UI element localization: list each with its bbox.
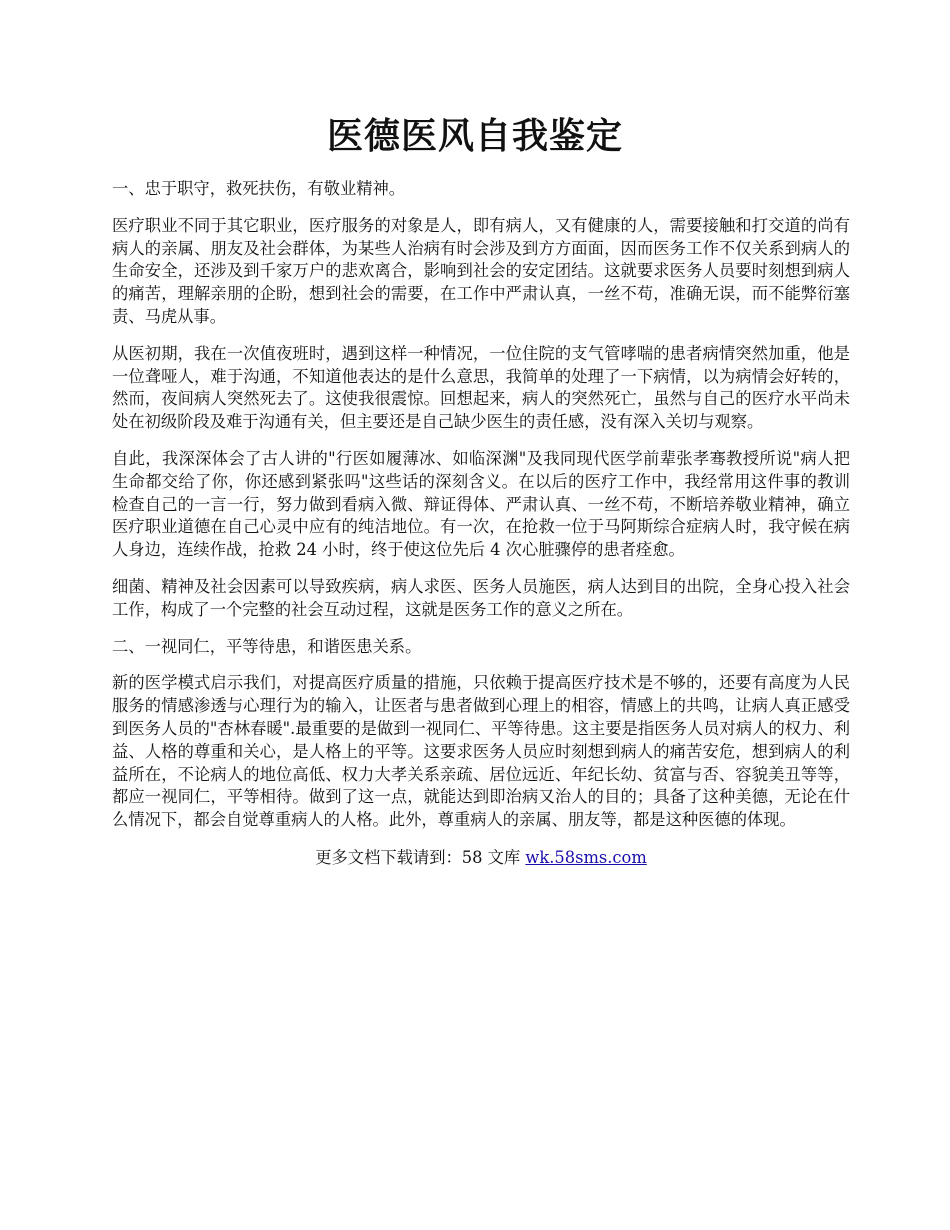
paragraph-5: 新的医学模式启示我们，对提高医疗质量的措施，只依赖于提高医疗技术是不够的，还要有高度为人民服务的情感渗透与心理行为的输入，让医者与患者做到心理上的相容，情感上的共鸣，让病人真正感受到医务人员的"杏林春暖".最重要的是做到一视同仁、平等待患。这主要是指医务人员对病人的权力、利益、人格的尊重和关心，是人格上的平等。这要求医务人员应时刻想到病人的痛苦安危，想到病人的利益所在，不论病人的地位高低、权力大孝关系亲疏、居位远近、年纪长幼、贫富与否、容貌美丑等等，都应一视同仁，平等相待。做到了这一点，就能达到即治病又治人的目的；具备了这种美德，无论在什么情况下，都会自觉尊重病人的人格。此外，尊重病人的亲属、朋友等，都是这种医德的体现。 <box>112 673 850 830</box>
paragraph-3: 自此，我深深体会了古人讲的"行医如履薄冰、如临深渊"及我同现代医学前辈张孝骞教授所说"病人把生命都交给了你，你还感到紧张吗"这些话的深刻含义。在以后的医疗工作中，我经常用这件事的教训检查自己的一言一行，努力做到看病入微、辩证得体、严肃认真、一丝不苟，不断培养敬业精神，确立医疗职业道德在自己心灵中应有的纯洁地位。有一次，在抢救一位于马阿斯综合症病人时，我守候在病人身边，连续作战，抢救 24 小时，终于使这位先后 4 次心脏骤停的患者痊愈。 <box>112 448 850 560</box>
footer-link[interactable]: wk.58sms.com <box>525 847 647 867</box>
paragraph-2: 从医初期，我在一次值夜班时，遇到这样一种情况，一位住院的支气管哮喘的患者病情突然加重，他是一位聋哑人，难于沟通，不知道他表达的是什么意思，我简单的处理了一下病情，以为病情会好转的，然而，夜间病人突然死去了。这使我很震惊。回想起来，病人的突然死亡，虽然与自己的医疗水平尚未处在初级阶段及难于沟通有关，但主要还是自己缺少医生的责任感，没有深入关切与观察。 <box>112 343 850 432</box>
paragraph-1: 医疗职业不同于其它职业，医疗服务的对象是人，即有病人，又有健康的人，需要接触和打交道的尚有病人的亲属、朋友及社会群体，为某些人治病有时会涉及到方方面面，因而医务工作不仅关系到病人的生命安全，还涉及到千家万户的悲欢离合，影响到社会的安定团结。这就要求医务人员要时刻想到病人的痛苦，理解亲朋的企盼，想到社会的需要，在工作中严肃认真，一丝不苟，准确无误，而不能弊衍塞责、马虎从事。 <box>112 215 850 326</box>
section-1-heading: 一、忠于职守，救死扶伤，有敬业精神。 <box>112 179 406 198</box>
footer-text: 更多文档下载请到：58 文库 <box>315 847 526 867</box>
document-title: 医德医风自我鉴定 <box>326 115 623 157</box>
document-body <box>112 178 850 870</box>
paragraph-4: 细菌、精神及社会因素可以导致疾病，病人求医、医务人员施医，病人达到目的出院，全身心投入社会工作，构成了一个完整的社会互动过程，这就是医务工作的意义之所在。 <box>112 576 850 619</box>
footer-download-note <box>112 846 850 870</box>
section-2-heading: 二、一视同仁，平等待患，和谐医患关系。 <box>112 636 422 656</box>
